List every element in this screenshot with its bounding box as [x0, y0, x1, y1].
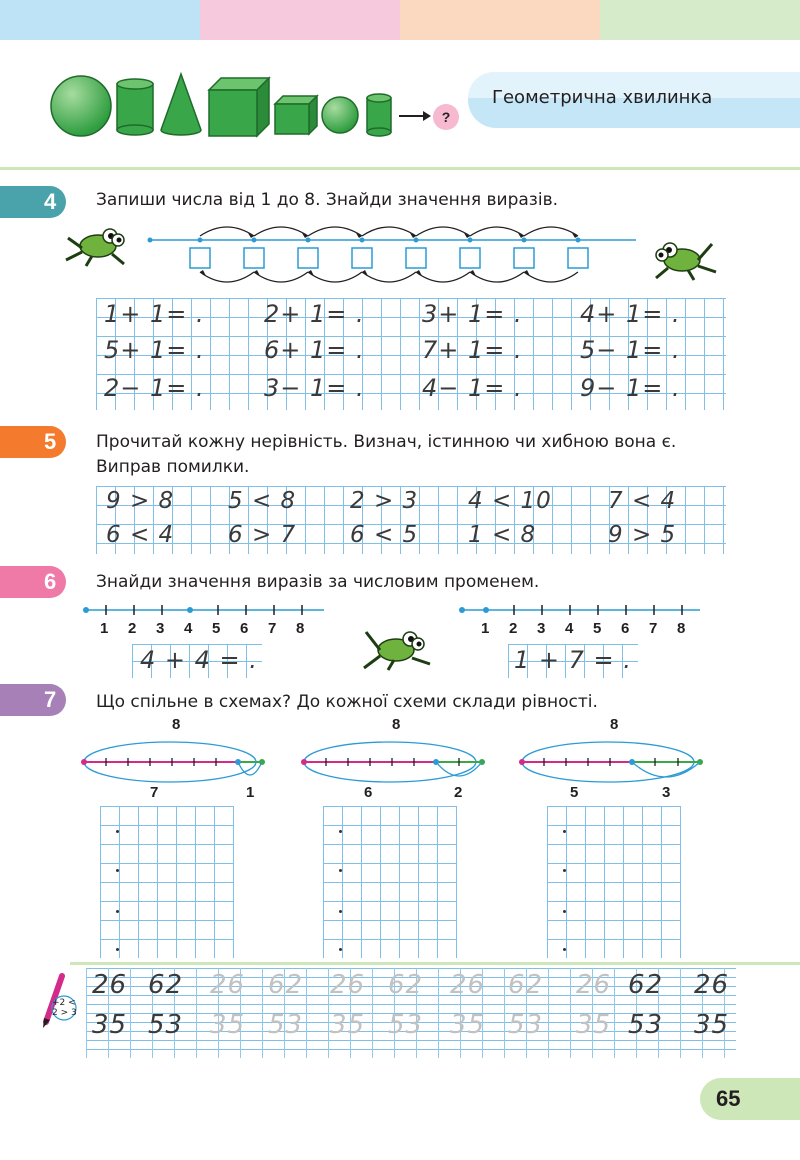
inequality-row	[106, 488, 726, 522]
frog-icon	[62, 222, 132, 268]
inequality: 7 < 4	[608, 488, 677, 514]
answer-dot	[339, 910, 342, 913]
tick-label: 8	[677, 620, 686, 637]
writing-number: 53	[268, 1010, 304, 1040]
writing-number: 35	[450, 1010, 486, 1040]
scheme-left-part: 7	[150, 784, 159, 801]
task4-badge	[0, 186, 66, 218]
inequality: 9 > 5	[608, 522, 677, 548]
page-number-tab	[700, 1078, 800, 1120]
tick-label: 5	[593, 620, 602, 637]
expression: 5+ 1= .	[104, 336, 205, 364]
task6-left-expression: 4 + 4 = .	[140, 646, 258, 674]
task5-number: 5	[44, 429, 57, 454]
expression: 4− 1= .	[422, 374, 523, 402]
scheme-diagram	[296, 732, 492, 794]
tick-label: 7	[268, 620, 277, 637]
task4-expressions	[104, 300, 724, 410]
inequality-row	[106, 522, 726, 556]
writing-number: 53	[628, 1010, 664, 1040]
expression: 3− 1= .	[264, 374, 365, 402]
cuboid-shape	[275, 96, 317, 134]
scheme-total: 8	[172, 716, 181, 733]
tick-label: 5	[212, 620, 221, 637]
writing-number: 62	[628, 970, 664, 1000]
answer-dot	[339, 869, 342, 872]
expression: 4+ 1= .	[580, 300, 681, 328]
answer-dot	[563, 830, 566, 833]
inequality: 1 < 8	[468, 522, 537, 548]
task4-number: 4	[44, 189, 57, 214]
writing-number: 53	[148, 1010, 184, 1040]
answer-dot	[116, 869, 119, 872]
writing-number: 62	[148, 970, 184, 1000]
writing-number: 35	[330, 1010, 366, 1040]
writing-number: 62	[388, 970, 424, 1000]
frog-icon	[648, 236, 720, 282]
tick-label: 1	[481, 620, 490, 637]
writing-number: 26	[576, 970, 612, 1000]
section-title: Геометрична хвилинка	[492, 87, 713, 108]
task5-instruction-line1: Прочитай кожну нерівність. Визнач, істинною чи хибною вона є.	[96, 432, 677, 452]
arrow-right-icon	[399, 111, 431, 121]
expression: 7+ 1= .	[422, 336, 523, 364]
small-cylinder-shape	[367, 94, 391, 136]
expression: 6+ 1= .	[264, 336, 365, 364]
geometric-shapes	[45, 70, 465, 142]
writing-divider	[70, 962, 800, 965]
writing-number: 26	[210, 970, 246, 1000]
scheme-left-part: 6	[364, 784, 373, 801]
number-ray-right	[456, 600, 702, 620]
page-number: 65	[716, 1086, 741, 1111]
task6-right-expression: 1 + 7 = .	[514, 646, 632, 674]
expression: 2− 1= .	[104, 374, 205, 402]
scheme-total: 8	[610, 716, 619, 733]
expression: 3+ 1= .	[422, 300, 523, 328]
expression-row	[104, 336, 724, 374]
task4-instruction: Запиши числа від 1 до 8. Знайди значення виразів.	[96, 190, 558, 210]
writing-number: 53	[388, 1010, 424, 1040]
task7-instruction: Що спільне в схемах? До кожної схеми склади рівності.	[96, 692, 598, 712]
expression: 2+ 1= .	[264, 300, 365, 328]
frog-icon	[360, 624, 436, 672]
task7-number: 7	[44, 687, 57, 712]
expression: 5− 1= .	[580, 336, 681, 364]
number-ray-left	[80, 600, 326, 620]
scheme-diagram	[76, 732, 272, 794]
scheme-right-part: 1	[246, 784, 255, 801]
writing-number: 26	[694, 970, 730, 1000]
expression-row	[104, 374, 724, 410]
cone-shape	[161, 74, 201, 135]
answer-dot	[563, 948, 566, 951]
answer-dot	[116, 948, 119, 951]
answer-dot	[339, 948, 342, 951]
inequality: 6 < 4	[106, 522, 175, 548]
tick-label: 4	[184, 620, 193, 637]
writing-number: 62	[268, 970, 304, 1000]
tick-label: 6	[240, 620, 249, 637]
answer-dot	[116, 830, 119, 833]
inequality: 2 > 3	[350, 488, 419, 514]
scheme-left-part: 5	[570, 784, 579, 801]
answer-grid	[100, 806, 234, 958]
expression: 9− 1= .	[580, 374, 681, 402]
task6-number: 6	[44, 569, 57, 594]
inequality: 6 < 5	[350, 522, 419, 548]
expression-row	[104, 300, 724, 336]
small-sphere-shape	[322, 97, 358, 133]
scheme-right-part: 2	[454, 784, 463, 801]
tick-label: 8	[296, 620, 305, 637]
header-divider	[0, 167, 800, 170]
tick-label: 3	[156, 620, 165, 637]
writing-number: 35	[576, 1010, 612, 1040]
tick-label: 6	[621, 620, 630, 637]
inequality: 5 < 8	[228, 488, 297, 514]
writing-number: 53	[508, 1010, 544, 1040]
tick-label: 2	[509, 620, 518, 637]
cube-shape	[209, 78, 269, 136]
pencil-hint: +2 < 2 > 3	[52, 998, 77, 1018]
writing-number: 62	[508, 970, 544, 1000]
scheme-total: 8	[392, 716, 401, 733]
cylinder-shape	[117, 79, 153, 135]
scheme-diagram	[514, 732, 710, 794]
scheme-right-part: 3	[662, 784, 671, 801]
sphere-shape	[51, 76, 111, 136]
task5-instruction-line2: Виправ помилки.	[96, 457, 250, 477]
task6-instruction: Знайди значення виразів за числовим променем.	[96, 572, 540, 592]
writing-number: 26	[330, 970, 366, 1000]
writing-number: 26	[92, 970, 128, 1000]
tick-label: 4	[565, 620, 574, 637]
answer-dot	[339, 830, 342, 833]
question-badge: ?	[433, 104, 459, 130]
inequality: 4 < 10	[468, 488, 552, 514]
header-strip	[0, 0, 800, 40]
writing-number: 35	[694, 1010, 730, 1040]
answer-dot	[563, 910, 566, 913]
tick-label: 2	[128, 620, 137, 637]
task7-badge	[0, 684, 66, 716]
tick-label: 3	[537, 620, 546, 637]
answer-dot	[563, 869, 566, 872]
writing-number: 26	[450, 970, 486, 1000]
answer-dot	[116, 910, 119, 913]
inequality: 6 > 7	[228, 522, 297, 548]
tick-label: 1	[100, 620, 109, 637]
writing-number: 35	[210, 1010, 246, 1040]
expression: 1+ 1= .	[104, 300, 205, 328]
answer-grid	[547, 806, 681, 958]
writing-number: 35	[92, 1010, 128, 1040]
task6-badge	[0, 566, 66, 598]
task4-number-line	[140, 214, 640, 294]
inequality: 9 > 8	[106, 488, 175, 514]
task5-inequalities	[106, 488, 726, 556]
task5-badge	[0, 426, 66, 458]
answer-grid	[323, 806, 457, 958]
tick-label: 7	[649, 620, 658, 637]
